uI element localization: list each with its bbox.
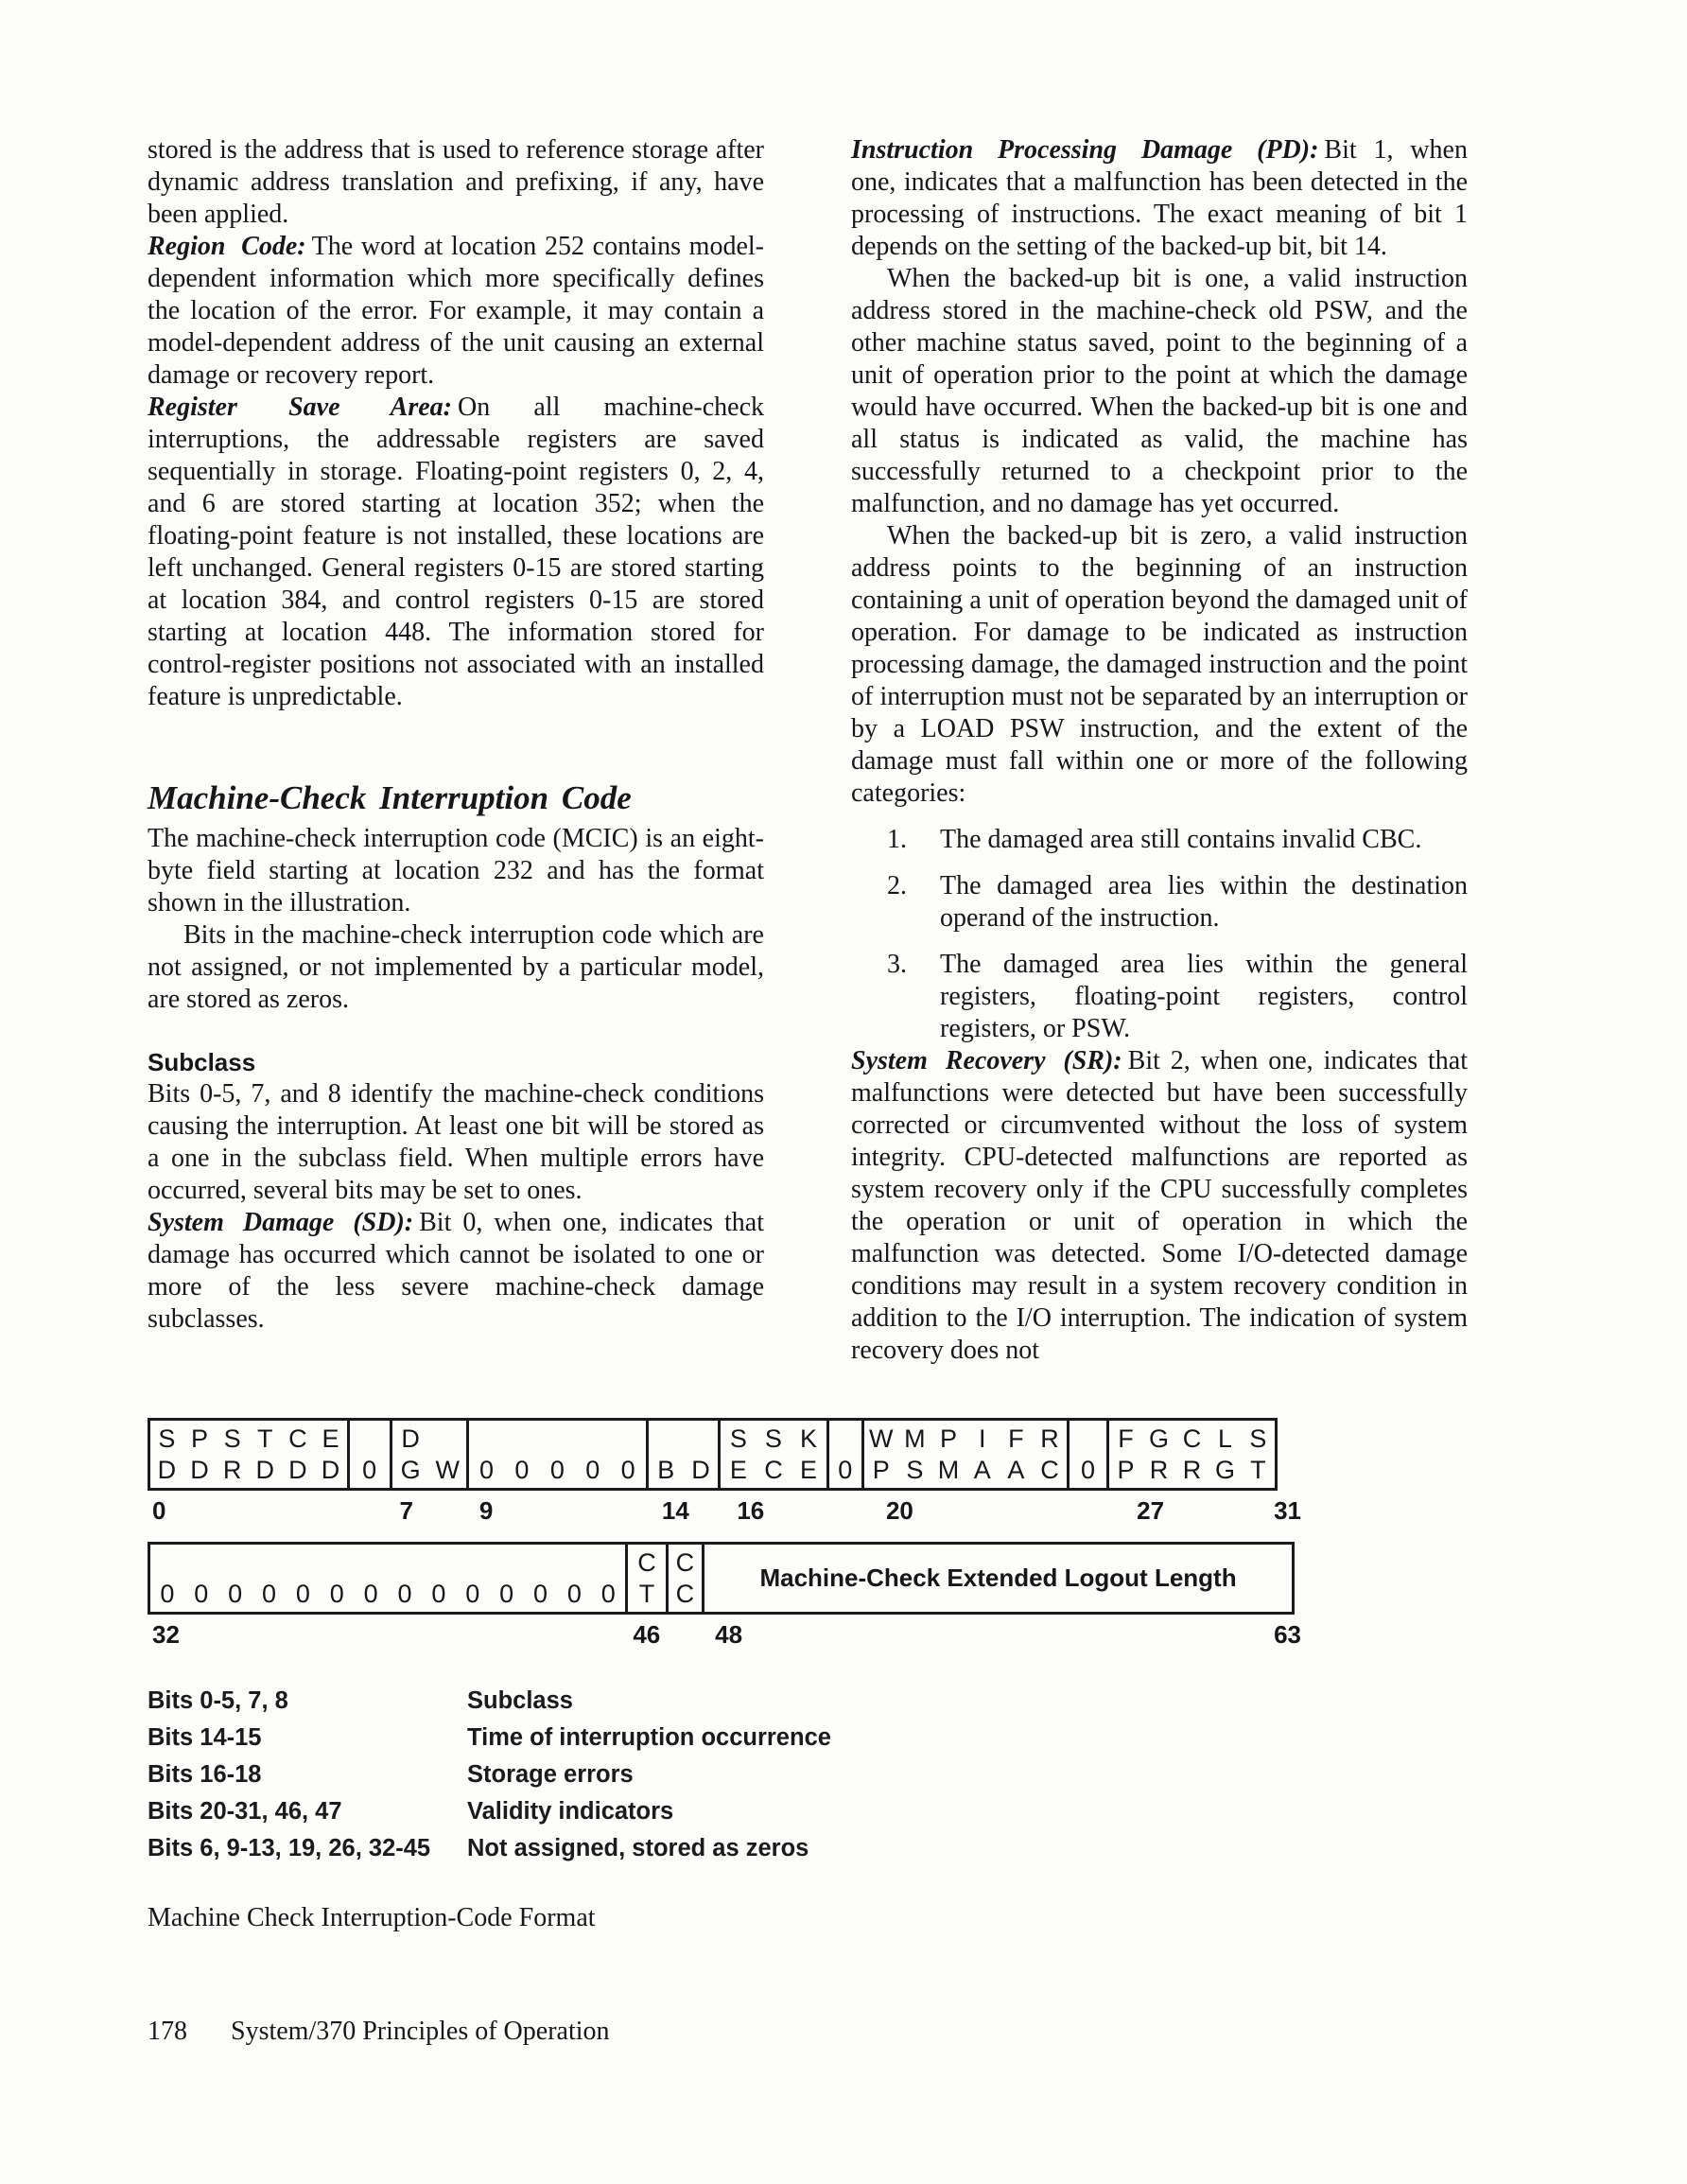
list-item-number: 1. (887, 825, 907, 854)
bit-letter-bottom: G (1214, 1455, 1235, 1484)
bit-letter-bottom: A (1007, 1455, 1025, 1484)
section-paragraph (851, 134, 1468, 263)
bit-column (469, 1421, 504, 1488)
bit-letter-top (524, 1547, 558, 1579)
bit-letter-top (540, 1424, 575, 1455)
bit-number-ruler (148, 1620, 1303, 1651)
bit-column (1070, 1421, 1106, 1488)
bit-letter-bottom: 0 (362, 1455, 377, 1484)
bit-field-box (1067, 1418, 1109, 1491)
mcic-bit-field-diagram (148, 1418, 1303, 1651)
bit-letter-top (558, 1547, 592, 1579)
bit-letter-bottom: C (1040, 1455, 1059, 1484)
bit-letter-bottom: 0 (160, 1579, 175, 1608)
bit-letter-top: P (940, 1424, 958, 1453)
bit-letter-bottom: P (1117, 1455, 1135, 1484)
paragraph (148, 919, 764, 1016)
bit-column (829, 1421, 861, 1488)
bit-column (1033, 1421, 1067, 1488)
bit-number: 7 (399, 1496, 413, 1525)
figure-caption: Machine Check Interruption-Code Format (148, 1903, 596, 1932)
bit-column (150, 1421, 183, 1488)
bit-number-ruler (148, 1496, 1303, 1527)
page-number: 178 (148, 2017, 187, 2046)
run-in-heading: System Damage (SD): (148, 1208, 414, 1237)
bit-number: 27 (1137, 1496, 1165, 1525)
bit-letter-bottom: C (764, 1455, 783, 1484)
paragraph (148, 134, 764, 231)
bit-number: 46 (633, 1620, 661, 1649)
bit-column (669, 1545, 703, 1612)
list-item-number: 3. (887, 950, 907, 979)
bit-column (1175, 1421, 1209, 1488)
list-item-text: The damaged area still contains invalid CBC. (940, 825, 1422, 854)
list-item (851, 824, 1468, 856)
paragraph-text: Bit 1, when one, indicates that a malfunction has been detected in the processing of instructions. The exact meaning of bit 1 depends on the setting of the backed-up bit, bit 14. (851, 135, 1468, 261)
bit-number: 9 (478, 1496, 494, 1525)
paragraph-text: stored is the address that is used to reference storage after dynamic address translation and prefixing, if any, have been applied. (148, 135, 764, 229)
bit-letter-bottom: 0 (514, 1455, 530, 1484)
bit-letter-top (456, 1547, 490, 1579)
bit-column (422, 1545, 456, 1612)
bit-letter-top: C (675, 1547, 695, 1577)
paragraph (148, 823, 764, 919)
bit-letter-top (184, 1547, 218, 1579)
bit-letter-top: S (223, 1424, 241, 1453)
bit-letter-bottom: 0 (228, 1579, 243, 1608)
bit-number: 0 (152, 1496, 166, 1525)
bit-letter-top: I (978, 1424, 986, 1453)
bit-letter-top (490, 1547, 524, 1579)
section-heading: Machine-Check Interruption Code (148, 779, 632, 816)
bit-column (388, 1545, 422, 1612)
run-in-heading: Instruction Processing Damage (PD): (851, 135, 1319, 165)
bit-letter-top (388, 1547, 422, 1579)
bit-letter-top: G (1149, 1424, 1170, 1453)
legend-description: Time of interruption occurrence (467, 1724, 831, 1751)
bit-letter-bottom: A (973, 1455, 991, 1484)
bit-letter-top: R (1040, 1424, 1059, 1453)
bit-letter-top (150, 1547, 184, 1579)
bit-column (591, 1545, 625, 1612)
bit-column (287, 1545, 321, 1612)
bit-letter-bottom: 0 (479, 1455, 495, 1484)
legend-row (148, 1756, 1470, 1793)
bit-column (628, 1545, 665, 1612)
bit-letter-top: C (637, 1547, 656, 1577)
bit-field-box (148, 1418, 350, 1491)
two-column-text (148, 134, 1470, 1367)
bit-letter-top (422, 1547, 456, 1579)
bit-letter-bottom: P (872, 1455, 890, 1484)
bit-field-box (347, 1418, 392, 1491)
legend-row (148, 1793, 1470, 1830)
bit-letter-top: C (1182, 1424, 1202, 1453)
bit-column (540, 1421, 575, 1488)
legend-description: Storage errors (467, 1761, 634, 1788)
bit-letter-top: C (288, 1424, 307, 1453)
bit-column (721, 1421, 756, 1488)
legend-term: Bits 6, 9-13, 19, 26, 32-45 (148, 1835, 431, 1861)
paragraph-text: The word at location 252 contains model-dependent information which more specifically defines the location of the error. For example, it may contain a model-dependent address of the unit causing an external damage or recovery report. (148, 232, 764, 390)
bit-column (218, 1545, 252, 1612)
bit-column (524, 1545, 558, 1612)
bit-field-box (666, 1542, 705, 1615)
bit-field-box (826, 1418, 864, 1491)
bit-letter-bottom: 0 (620, 1455, 635, 1484)
legend-term: Bits 20-31, 46, 47 (148, 1798, 342, 1825)
bit-column (456, 1545, 490, 1612)
bit-letter-top: S (1249, 1424, 1267, 1453)
bit-column (314, 1421, 347, 1488)
bit-number: 32 (152, 1620, 180, 1649)
bit-column (490, 1545, 524, 1612)
bit-letter-bottom: R (222, 1455, 242, 1484)
list-item (851, 949, 1468, 1045)
bit-field-box (390, 1418, 469, 1491)
bit-letter-bottom: 0 (363, 1579, 378, 1608)
bit-letter-bottom: 0 (295, 1579, 310, 1608)
bit-letter-bottom: D (157, 1455, 177, 1484)
bit-number: 20 (885, 1496, 913, 1525)
legend-row (148, 1683, 1470, 1720)
section-paragraph (148, 1207, 764, 1336)
bit-field-box (466, 1418, 649, 1491)
bit-column (249, 1421, 282, 1488)
bit-letter-top (429, 1424, 466, 1455)
legend-term: Bits 0-5, 7, 8 (148, 1687, 288, 1714)
bit-letter-bottom: C (675, 1579, 695, 1608)
paragraph (851, 263, 1468, 520)
legend-term: Bits 16-18 (148, 1761, 262, 1788)
bit-column (610, 1421, 645, 1488)
bit-column (354, 1545, 388, 1612)
legend-row (148, 1830, 1470, 1867)
bit-letter-top: M (904, 1424, 926, 1453)
bit-column (1109, 1421, 1142, 1488)
bit-letter-bottom: 0 (329, 1579, 344, 1608)
bit-letter-bottom: 0 (585, 1455, 600, 1484)
bit-letter-top: W (868, 1424, 894, 1453)
bit-number: 31 (1274, 1496, 1301, 1525)
bit-letter-bottom: R (1182, 1455, 1202, 1484)
bit-letter-top (829, 1424, 861, 1455)
bit-letter-bottom: 0 (499, 1579, 514, 1608)
bit-column (392, 1421, 429, 1488)
bit-column (320, 1545, 354, 1612)
numbered-list (851, 824, 1468, 1045)
bit-column (931, 1421, 965, 1488)
bit-letter-bottom: M (937, 1455, 960, 1484)
bit-letter-top (610, 1424, 645, 1455)
bit-number: 16 (737, 1496, 765, 1525)
bit-field-box (861, 1418, 1070, 1491)
left-column (148, 134, 764, 1367)
paragraph-text: Bits in the machine-check interruption code which are not assigned, or not implemented by a particular model, are stored as zeros. (148, 920, 764, 1014)
bit-field-row (148, 1542, 1303, 1615)
bit-letter-top: F (1118, 1424, 1134, 1453)
bit-letter-bottom: 0 (600, 1579, 616, 1608)
bit-column (684, 1421, 719, 1488)
bit-letter-top (287, 1547, 321, 1579)
paragraph-text: Bit 0, when one, indicates that damage has occurred which cannot be isolated to one or more of the less severe machine-check damage subclasses. (148, 1208, 764, 1334)
bit-column (350, 1421, 390, 1488)
bit-letter-bottom: D (321, 1455, 340, 1484)
bit-letter-top (469, 1424, 504, 1455)
bit-letter-bottom: E (800, 1455, 818, 1484)
bit-field-box (718, 1418, 828, 1491)
field-label: Machine-Check Extended Logout Length (759, 1564, 1237, 1592)
bit-column (965, 1421, 1000, 1488)
paragraph-text: The machine-check interruption code (MCIC) is an eight-byte field starting at location 232 and has the format shown in the illustration. (148, 824, 764, 917)
bit-letter-bottom: S (906, 1455, 924, 1484)
legend-description: Not assigned, stored as zeros (467, 1835, 809, 1861)
run-in-heading: System Recovery (SR): (851, 1046, 1122, 1075)
manual-title: System/370 Principles of Operation (231, 2017, 610, 2046)
bit-letter-bottom: D (190, 1455, 209, 1484)
paragraph-text: On all machine-check interruptions, the addressable registers are saved sequentially in storage. Floating-point registers 0, 2, 4, and 6 are stored starting at location 352; when the floating-point feature is not installed, these locations are left unchanged. General registers 0-15 are stored starting at location 384, and control registers 0-15 are stored starting at location 448. The information stored for control-register positions not associated with an installed feature is unpredictable. (148, 393, 764, 711)
bit-number: 14 (661, 1496, 689, 1525)
bit-letter-top: S (158, 1424, 176, 1453)
paragraph-text: Bits 0-5, 7, and 8 identify the machine-check conditions causing the interruption. At least one bit will be stored as a one in the subclass field. When multiple errors have occurred, several bits may be set to ones. (148, 1079, 764, 1205)
bit-column (1142, 1421, 1175, 1488)
bit-column (1000, 1421, 1034, 1488)
bit-letter-bottom: 0 (533, 1579, 548, 1608)
list-item-text: The damaged area lies within the destination operand of the instruction. (940, 871, 1468, 933)
legend-term: Bits 14-15 (148, 1724, 262, 1751)
legend-description: Validity indicators (467, 1798, 674, 1825)
bit-letter-top (684, 1424, 719, 1455)
bit-column (1209, 1421, 1242, 1488)
paragraph (148, 1078, 764, 1207)
bit-number: 63 (1274, 1620, 1301, 1649)
bit-letter-top (252, 1547, 287, 1579)
bit-column (558, 1545, 592, 1612)
section-paragraph (148, 392, 764, 713)
bit-column (150, 1545, 184, 1612)
bit-letter-bottom: G (400, 1455, 421, 1484)
bit-column (504, 1421, 539, 1488)
bit-letter-bottom: B (657, 1455, 675, 1484)
legend-row (148, 1720, 1470, 1756)
list-item (851, 870, 1468, 935)
bit-letter-bottom: W (435, 1455, 460, 1484)
list-item-number: 2. (887, 871, 907, 900)
bit-letter-top: E (322, 1424, 339, 1453)
bit-letter-bottom: D (255, 1455, 274, 1484)
bit-column (282, 1421, 315, 1488)
bit-field-box (702, 1542, 1295, 1615)
bit-letter-bottom: T (638, 1579, 655, 1608)
bit-column (791, 1421, 826, 1488)
page-footer (148, 2017, 1470, 2047)
bit-letter-top: K (800, 1424, 818, 1453)
run-in-heading: Register Save Area: (148, 393, 452, 422)
bit-column (864, 1421, 898, 1488)
bit-field-box (1106, 1418, 1278, 1491)
bit-letter-top (649, 1424, 684, 1455)
bit-letter-top (591, 1547, 625, 1579)
bit-letter-top: F (1008, 1424, 1024, 1453)
right-column (851, 134, 1468, 1367)
bit-field-box (148, 1542, 628, 1615)
bit-letter-bottom: 0 (566, 1579, 582, 1608)
bit-letter-top: T (256, 1424, 273, 1453)
bit-letter-top: S (729, 1424, 747, 1453)
legend-description: Subclass (467, 1687, 573, 1714)
bit-letter-top (504, 1424, 539, 1455)
bit-column (649, 1421, 684, 1488)
bit-legend (148, 1683, 1470, 1867)
bit-letter-bottom: 0 (194, 1579, 209, 1608)
bit-letter-top (218, 1547, 252, 1579)
bit-letter-bottom: 0 (465, 1579, 480, 1608)
bit-letter-top (354, 1547, 388, 1579)
bit-number: 48 (715, 1620, 743, 1649)
paragraph-text: When the backed-up bit is one, a valid instruction address stored in the machine-check old PSW, and the other machine status saved, point to the beginning of a unit of operation prior to the point at which the damage would have occurred. When the backed-up bit is one and all status is indicated as valid, the machine has successfully returned to a checkpoint prior to the malfunction, and no damage has yet occurred. (851, 264, 1468, 518)
bit-field-box (646, 1418, 721, 1491)
bit-letter-top: D (401, 1424, 420, 1453)
bit-letter-bottom: D (691, 1455, 710, 1484)
bit-letter-bottom: D (288, 1455, 307, 1484)
bit-letter-top (350, 1424, 390, 1455)
bit-letter-top (320, 1547, 354, 1579)
bit-letter-bottom: 0 (397, 1579, 412, 1608)
bit-letter-top (1070, 1424, 1106, 1455)
section-paragraph (851, 1045, 1468, 1367)
paragraph-text: Bit 2, when one, indicates that malfunctions were detected but have been successfully corrected or circumvented without the loss of system integrity. CPU-detected malfunctions are reported as system recovery only if the CPU successfully completes the operation or unit of operation in which the malfunction was detected. Some I/O-detected damage conditions may result in a system recovery condition in addition to the I/O interruption. The indication of system recovery does not (851, 1046, 1468, 1365)
bit-column (575, 1421, 610, 1488)
bit-letter-bottom: 0 (1080, 1455, 1095, 1484)
bit-letter-top: P (190, 1424, 208, 1453)
bit-field-row (148, 1418, 1303, 1491)
bit-letter-bottom: E (729, 1455, 747, 1484)
bit-column (184, 1545, 218, 1612)
bit-column (1242, 1421, 1275, 1488)
bit-letter-bottom: R (1149, 1455, 1169, 1484)
bit-column (898, 1421, 932, 1488)
bit-letter-bottom: 0 (262, 1579, 277, 1608)
list-item-text: The damaged area lies within the general registers, floating-point registers, control registers, or PSW. (940, 950, 1468, 1043)
paragraph-text: When the backed-up bit is zero, a valid instruction address points to the beginning of an instruction containing a unit of operation beyond the damaged unit of operation. For damage to be indicated as instruction processing damage, the damaged instruction and the point of interruption must not be separated by an interruption or by a LOAD PSW instruction, and the extent of the damage must fall within one or more of the following categories: (851, 521, 1468, 808)
bit-letter-bottom: 0 (549, 1455, 565, 1484)
bit-column (216, 1421, 249, 1488)
run-in-heading: Region Code: (148, 232, 306, 261)
bit-letter-top: L (1217, 1424, 1232, 1453)
bit-letter-bottom: T (1250, 1455, 1266, 1484)
bit-column (183, 1421, 217, 1488)
bit-letter-bottom: 0 (838, 1455, 853, 1484)
bit-letter-bottom: 0 (431, 1579, 446, 1608)
paragraph (851, 520, 1468, 810)
bit-column (429, 1421, 466, 1488)
section-paragraph (148, 231, 764, 392)
bit-letter-top (575, 1424, 610, 1455)
bit-letter-top: S (764, 1424, 782, 1453)
bit-column (756, 1421, 791, 1488)
bit-column (252, 1545, 287, 1612)
bit-field-box (625, 1542, 668, 1615)
subclass-heading: Subclass (148, 1048, 256, 1076)
